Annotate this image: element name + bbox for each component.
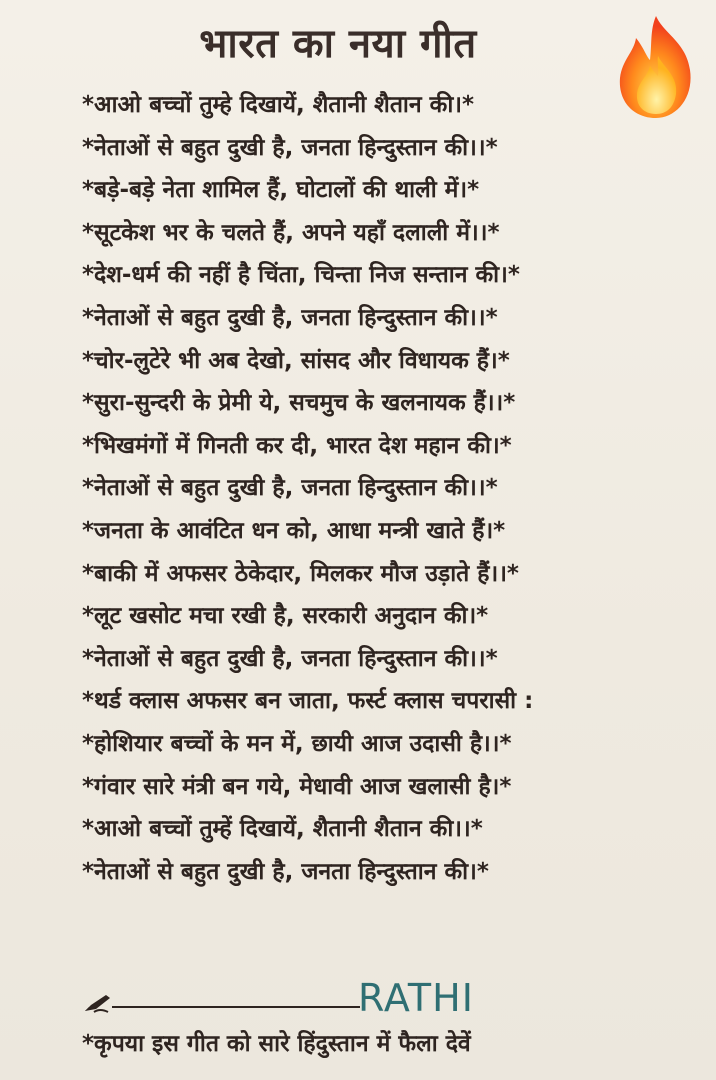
verse-line: *नेताओं से बहुत दुखी है, जनता हिन्दुस्तान की।।*: [82, 645, 498, 672]
verse-line: *बड़े-बड़े नेता शामिल हैं, घोटालों की थाली में।*: [82, 177, 480, 204]
verse-line: *थर्ड क्लास अफसर बन जाता, फर्स्ट क्लास चपरासी :: [82, 688, 534, 715]
verse-line: *नेताओं से बहुत दुखी है, जनता हिन्दुस्तान की।*: [82, 858, 489, 885]
verse-line: *आओ बच्चों तुम्हे दिखायें, शैतानी शैतान की।*: [82, 92, 475, 118]
verse-line: *नेताओं से बहुत दुखी है, जनता हिन्दुस्तान की।।*: [82, 134, 498, 161]
verse-line: *चोर-लुटेरे भी अब देखो, सांसद और विधायक हैं।*: [82, 347, 510, 374]
verse-line: *लूट खसोट मचा रखी है, सरकारी अनुदान की।*: [82, 603, 489, 630]
pen-icon: [82, 992, 116, 1014]
divider-line: [112, 1006, 360, 1008]
verse-line: *गंवार सारे मंत्री बन गये, मेधावी आज खलासी है।*: [82, 773, 512, 800]
footer-request: *कृपया इस गीत को सारे हिंदुस्तान में फैला देवें: [82, 1031, 471, 1057]
verse-line: *आओ बच्चों तुम्हें दिखायें, शैतानी शैतान की।।*: [82, 816, 483, 843]
brand-watermark: RATHI: [358, 976, 474, 1020]
verse-line: *सुरा-सुन्दरी के प्रेमी ये, सचमुच के खलनायक हैं।।*: [82, 390, 516, 417]
verse-line: *देश-धर्म की नहीं है चिंता, चिन्ता निज सन्तान की।*: [82, 262, 520, 289]
poem-title: भारत का नया गीत: [199, 21, 477, 67]
verse-line: *भिखमंगों में गिनती कर दी, भारत देश महान की।*: [82, 432, 512, 459]
verse-line: *होशियार बच्चों के मन में, छायी आज उदासी है।।*: [82, 730, 512, 757]
verse-line: *सूटकेश भर के चलते हैं, अपने यहाँ दलाली में।।*: [82, 219, 500, 246]
poem-verses: [82, 84, 707, 893]
verse-line: *बाकी में अफसर ठेकेदार, मिलकर मौज उड़ाते हैं।।*: [82, 560, 519, 587]
verse-line: *नेताओं से बहुत दुखी है, जनता हिन्दुस्तान की।।*: [82, 304, 498, 331]
verse-line: *नेताओं से बहुत दुखी है, जनता हिन्दुस्तान की।।*: [82, 475, 498, 502]
verse-line: *जनता के आवंटित धन को, आधा मन्त्री खाते हैं।*: [82, 517, 506, 544]
